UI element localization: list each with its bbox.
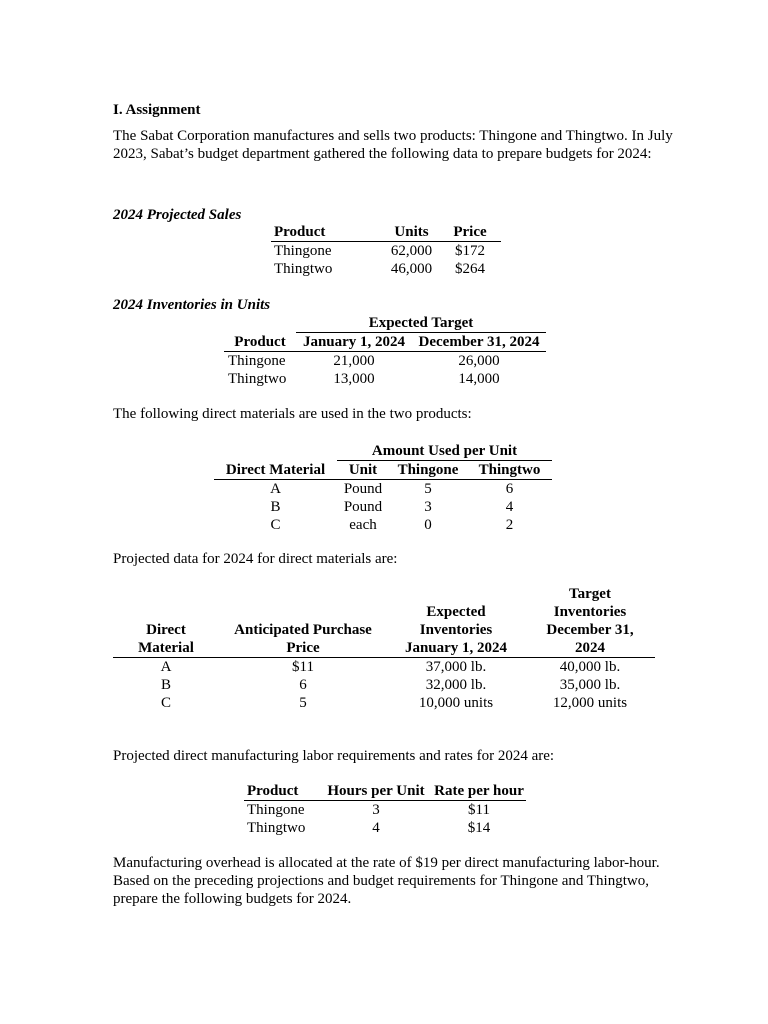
table-cell: 10,000 units (418, 695, 494, 711)
labor-table (244, 782, 526, 837)
materials-table (214, 442, 552, 534)
intro-paragraph: The Sabat Corporation manufactures and sells two products: Thingone and Thingtwo. In July 2023, Sabat’s budget department gathered the following data to prepare budgets for 2024: (113, 128, 673, 162)
table-cell: 35,000 lb. (559, 677, 621, 693)
group-header: Expected Target (296, 314, 546, 333)
table-row (244, 819, 526, 837)
table-cell: C (270, 517, 281, 533)
table-cell: $172 (455, 243, 485, 259)
table-group-header-row (214, 442, 552, 461)
column-header: Expected Inventories January 1, 2024 (387, 585, 525, 658)
inventories-table (224, 314, 546, 388)
table-cell: B (160, 677, 171, 693)
column-header: Units (384, 223, 439, 242)
table-cell: B (270, 499, 281, 515)
projected-intro: Projected data for 2024 for direct materials are: (113, 551, 398, 567)
sales-section-title: 2024 Projected Sales (113, 207, 242, 223)
closing-paragraph: Manufacturing overhead is allocated at the rate of $19 per direct manufacturing labor-hour. Based on the preceding projections and budget requirements for Thingone and Thingtwo, prepare the following budgets for 2024. (113, 855, 660, 907)
table-cell: Pound (343, 499, 383, 515)
inventories-section-title: 2024 Inventories in Units (113, 297, 271, 313)
column-header: Price (439, 223, 501, 242)
table-cell: Thingtwo (274, 261, 333, 277)
table-cell: Thingtwo (247, 820, 306, 836)
table-cell: 21,000 (333, 353, 375, 369)
table-header-row (113, 585, 655, 658)
table-row (271, 260, 501, 278)
table-row (113, 676, 655, 694)
table-cell: 26,000 (458, 353, 500, 369)
column-header: Product (271, 223, 384, 242)
table-cell: 4 (505, 499, 514, 515)
table-row (214, 480, 552, 499)
table-cell: A (160, 659, 172, 675)
table-row (244, 801, 526, 820)
table-cell: 46,000 (390, 261, 433, 277)
table-cell: Thingtwo (228, 371, 287, 387)
column-header: Direct Material (113, 585, 219, 658)
table-header-row (214, 461, 552, 480)
column-header: Anticipated Purchase Price (219, 585, 387, 658)
table-cell: 14,000 (458, 371, 500, 387)
table-cell: Thingone (247, 802, 305, 818)
column-header: Direct Material (214, 461, 337, 480)
table-cell: each (349, 517, 377, 533)
table-row (271, 242, 501, 261)
column-header: January 1, 2024 (296, 333, 412, 352)
table-cell: $11 (468, 802, 490, 818)
table-row (214, 516, 552, 534)
table-cell: 5 (424, 481, 432, 497)
table-cell: $14 (467, 820, 491, 836)
table-cell: 13,000 (333, 371, 375, 387)
table-header-row (224, 333, 546, 352)
table-cell: 6 (299, 677, 307, 693)
table-cell: $264 (455, 261, 485, 277)
table-cell: 12,000 units (552, 695, 628, 711)
labor-intro: Projected direct manufacturing labor requirements and rates for 2024 are: (113, 748, 555, 764)
projected-materials-table (113, 585, 655, 712)
table-cell: Thingone (274, 243, 332, 259)
column-header: December 31, 2024 (412, 333, 546, 352)
table-cell: 6 (505, 481, 514, 497)
table-header-row (271, 223, 501, 242)
table-cell: 37,000 lb. (425, 659, 487, 675)
table-cell: 0 (424, 517, 432, 533)
column-header: Rate per hour (432, 782, 526, 801)
table-row (214, 498, 552, 516)
table-cell: 62,000 (390, 243, 433, 259)
column-header: Thingtwo (467, 461, 552, 480)
table-cell: 2 (505, 517, 514, 533)
table-cell: 4 (372, 820, 380, 836)
table-cell: 5 (299, 695, 307, 711)
table-row (113, 658, 655, 677)
table-cell: $11 (292, 659, 314, 675)
column-header: Thingone (389, 461, 467, 480)
table-cell: 3 (372, 802, 380, 818)
column-header: Target Inventories December 31, 2024 (525, 585, 655, 658)
column-header: Hours per Unit (320, 782, 432, 801)
table-row (113, 694, 655, 712)
assignment-heading: I. Assignment (113, 102, 201, 118)
table-header-row (244, 782, 526, 801)
table-row (224, 370, 546, 388)
table-group-header-row (224, 314, 546, 333)
group-header: Amount Used per Unit (337, 442, 552, 461)
table-row (224, 352, 546, 371)
column-header: Unit (337, 461, 389, 480)
column-header: Product (244, 782, 320, 801)
column-header: Product (224, 333, 296, 352)
table-cell: Pound (343, 481, 383, 497)
table-cell: 3 (424, 499, 432, 515)
table-cell: C (160, 695, 171, 711)
materials-intro: The following direct materials are used in the two products: (113, 406, 472, 422)
sales-table (271, 223, 501, 278)
table-cell: 40,000 lb. (559, 659, 621, 675)
table-cell: A (270, 481, 281, 497)
table-cell: 32,000 lb. (425, 677, 487, 693)
table-cell: Thingone (228, 353, 286, 369)
